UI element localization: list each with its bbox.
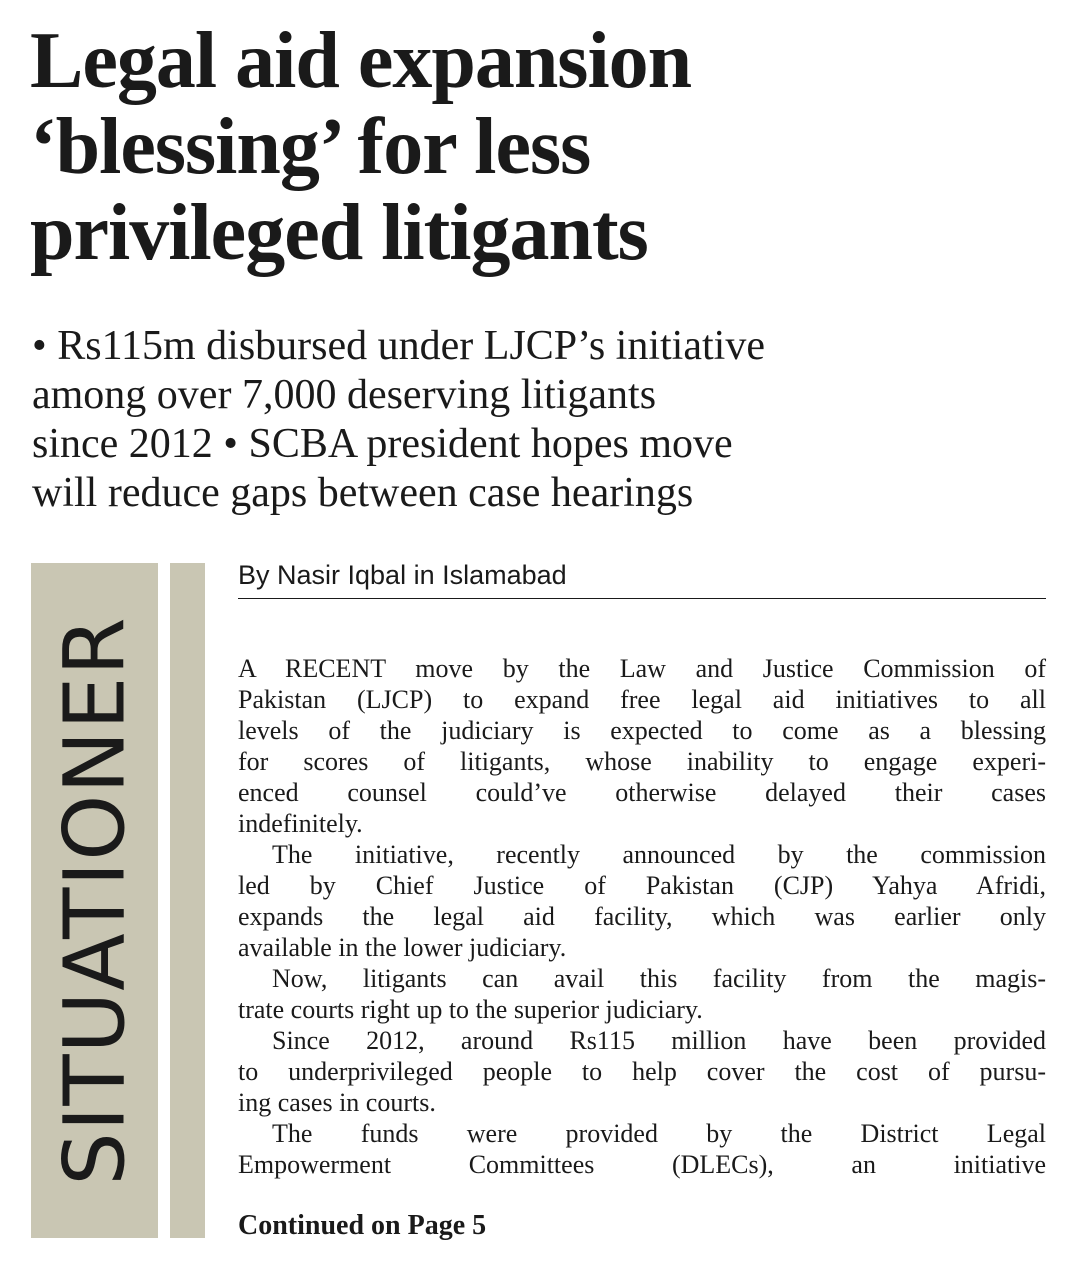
byline-divider <box>238 598 1046 599</box>
body-line: Pakistan (LJCP) to expand free legal aid initiatives to all <box>238 685 1046 714</box>
accent-bar <box>170 563 205 1238</box>
headline-line: Legal aid expansion <box>30 17 692 105</box>
body-line: The initiative, recently announced by the commission <box>272 840 1046 869</box>
headline-line: ‘blessing’ for less <box>30 103 591 191</box>
kicker-label: SITUATIONER <box>45 615 144 1186</box>
subheadline-line: among over 7,000 deserving litigants <box>32 372 657 418</box>
body-line: for scores of litigants, whose inability to engage experi- <box>238 747 1046 776</box>
body-line: The funds were provided by the District Legal <box>272 1119 1046 1148</box>
body-line: Empowerment Committees (DLECs), an initiative <box>238 1150 1046 1179</box>
body-line: ing cases in courts. <box>238 1088 436 1117</box>
body-line: led by Chief Justice of Pakistan (CJP) Yahya Afridi, <box>238 871 1046 900</box>
kicker <box>31 563 158 1238</box>
headline-line: privileged litigants <box>30 189 648 277</box>
body-line: available in the lower judiciary. <box>238 933 567 962</box>
body-line: enced counsel could’ve otherwise delayed their cases <box>238 778 1046 807</box>
body-line: to underprivileged people to help cover the cost of pursu- <box>238 1057 1046 1086</box>
body-line: A RECENT move by the Law and Justice Commission of <box>238 654 1046 683</box>
headline <box>30 18 1050 276</box>
article-body <box>238 653 1046 1180</box>
subheadline-line: since 2012 • SCBA president hopes move <box>32 421 733 467</box>
body-line: levels of the judiciary is expected to come as a blessing <box>238 716 1046 745</box>
body-line: expands the legal aid facility, which was earlier only <box>238 902 1046 931</box>
subheadline-line: will reduce gaps between case hearings <box>32 470 694 516</box>
subheadline <box>32 322 1042 518</box>
body-line: indefinitely. <box>238 809 363 838</box>
body-line: trate courts right up to the superior judiciary. <box>238 995 703 1024</box>
continued-link[interactable]: Continued on Page 5 <box>238 1210 487 1241</box>
byline: By Nasir Iqbal in Islamabad <box>238 560 567 590</box>
body-line: Now, litigants can avail this facility from the magis- <box>272 964 1046 993</box>
subheadline-line: • Rs115m disbursed under LJCP’s initiative <box>32 323 765 369</box>
body-line: Since 2012, around Rs115 million have been provided <box>272 1026 1046 1055</box>
